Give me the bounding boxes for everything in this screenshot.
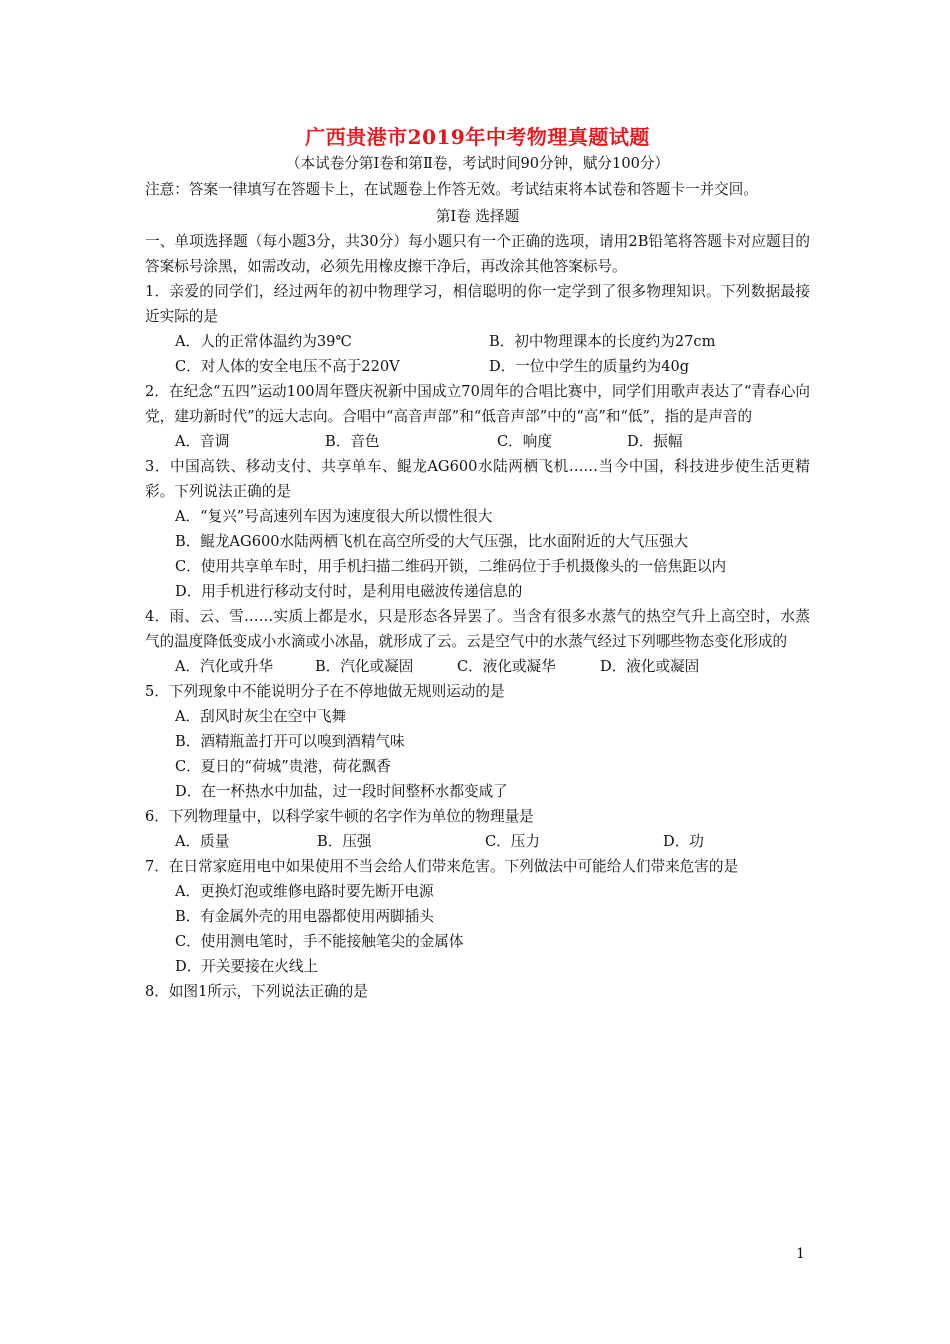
exam-notice: 注意：答案一律填写在答题卡上，在试题卷上作答无效。考试结束将本试卷和答题卡一并交回。 [145, 181, 758, 198]
question-3-option-c: C．使用共享单车时，用手机扫描二维码开锁，二维码位于手机摄像头的一倍焦距以内 [175, 558, 727, 575]
question-6-options [145, 829, 810, 854]
question-1-option-b: B．初中物理课本的长度约为27cm [489, 333, 716, 350]
page-number: 1 [796, 1246, 805, 1262]
question-1-stem: 1．亲爱的同学们，经过两年的初中物理学习，相信聪明的你一定学到了很多物理知识。下列数据最接近实际的是 [145, 283, 810, 325]
question-6-stem: 6．下列物理量中，以科学家牛顿的名字作为单位的物理量是 [145, 808, 534, 825]
question-2-option-d: D．振幅 [627, 433, 683, 450]
question-5-option-d: D．在一杯热水中加盐，过一段时间整杯水都变咸了 [175, 783, 508, 800]
question-3-option-b: B．鲲龙AG600水陆两栖飞机在高空所受的大气压强，比水面附近的大气压强大 [175, 533, 689, 550]
question-4-option-b: B．汽化或凝固 [315, 658, 414, 675]
question-1-option-c: C．对人体的安全电压不高于220V [175, 358, 400, 375]
question-4-option-d: D．液化或凝固 [600, 658, 700, 675]
question-2-options [145, 429, 810, 454]
question-8-stem: 8．如图1所示，下列说法正确的是 [145, 983, 368, 1000]
question-4-option-c: C．液化或凝华 [457, 658, 556, 675]
exam-subtitle: （本试卷分第Ⅰ卷和第Ⅱ卷，考试时间90分钟，赋分100分） [285, 155, 670, 172]
question-7-stem: 7．在日常家庭用电中如果使用不当会给人们带来危害。下列做法中可能给人们带来危害的是 [145, 858, 739, 875]
question-6-option-d: D．功 [663, 833, 704, 850]
question-4-option-a: A．汽化或升华 [175, 658, 274, 675]
question-5-stem: 5．下列现象中不能说明分子在不停地做无规则运动的是 [145, 683, 505, 700]
exam-content [145, 122, 810, 1004]
question-5-option-b: B．酒精瓶盖打开可以嗅到酒精气味 [175, 733, 405, 750]
question-7-option-c: C．使用测电笔时，手不能接触笔尖的金属体 [175, 933, 464, 950]
question-2-option-a: A．音调 [175, 433, 230, 450]
question-3-option-a: A．“复兴”号高速列车因为速度很大所以惯性很大 [175, 508, 493, 525]
question-2-stem: 2．在纪念“五四”运动100周年暨庆祝新中国成立70周年的合唱比赛中，同学们用歌声表达了“青春心向党，建功新时代”的远大志向。合唱中“高音声部”和“低音声部”中的“高”和“低”，指的是声音的 [145, 383, 810, 425]
question-2-option-b: B．音色 [325, 433, 380, 450]
question-1-option-d: D．一位中学生的质量约为40g [489, 358, 690, 375]
question-6-option-b: B．压强 [317, 833, 372, 850]
question-1-options-row-1 [145, 329, 810, 354]
question-4-stem: 4．雨、云、雪……实质上都是水，只是形态各异罢了。当含有很多水蒸气的热空气升上高空时，水蒸气的温度降低变成小水滴或小冰晶，就形成了云。云是空气中的水蒸气经过下列哪些物态变化形成的 [145, 608, 810, 650]
question-6-option-a: A．质量 [175, 833, 230, 850]
question-3-stem: 3．中国高铁、移动支付、共享单车、鲲龙AG600水陆两栖飞机……当今中国，科技进步使生活更精彩。下列说法正确的是 [145, 458, 810, 500]
question-6-option-c: C．压力 [485, 833, 540, 850]
question-5-option-a: A．刮风时灰尘在空中飞舞 [175, 708, 347, 725]
section-title: 第Ⅰ卷 选择题 [435, 208, 520, 225]
part-intro: 一、单项选择题（每小题3分，共30分）每小题只有一个正确的选项，请用2B铅笔将答题卡对应题目的答案标号涂黑，如需改动，必须先用橡皮擦干净后，再改涂其他答案标号。 [145, 233, 810, 275]
question-5-option-c: C．夏日的“荷城”贵港，荷花飘香 [175, 758, 391, 775]
question-7-option-d: D．开关要接在火线上 [175, 958, 319, 975]
question-4-options [145, 654, 810, 679]
question-3-option-d: D．用手机进行移动支付时，是利用电磁波传递信息的 [175, 583, 523, 600]
question-1-option-a: A．人的正常体温约为39℃ [175, 333, 352, 350]
question-7-option-b: B．有金属外壳的用电器都使用两脚插头 [175, 908, 434, 925]
question-2-option-c: C．响度 [497, 433, 552, 450]
page-title: 广西贵港市2019年中考物理真题试题 [305, 125, 650, 149]
question-1-options-row-2 [145, 354, 810, 379]
question-7-option-a: A．更换灯泡或维修电路时要先断开电源 [175, 883, 434, 900]
